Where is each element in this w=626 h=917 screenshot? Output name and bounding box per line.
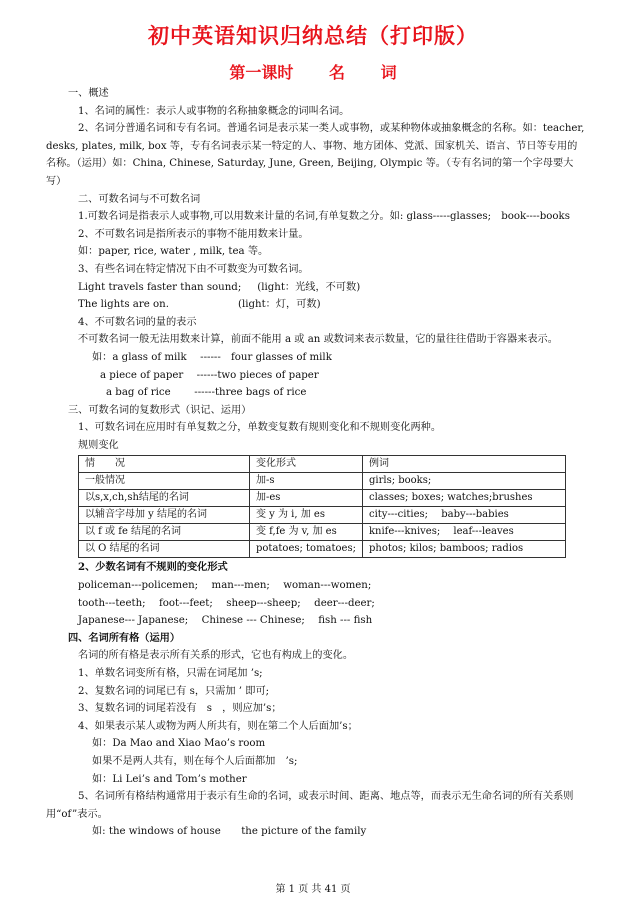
table-cell: 一般情况 — [79, 473, 250, 490]
table-cell: 以 O 结尾的名词 — [79, 541, 250, 558]
paragraph: 1.可数名词是指表示人或事物,可以用数来计量的名词,有单复数之分。如: glass-----glasses; book----books — [78, 211, 570, 223]
table-cell: city---cities; baby---babies — [362, 507, 565, 524]
example-line: policeman---policemen; man---men; woman---women; — [78, 580, 372, 592]
document-title: 初中英语知识归纳总结（打印版） — [148, 24, 478, 48]
example-line: 如：a glass of milk ------ four glasses of milk — [92, 351, 332, 363]
page-number-footer: 第 1 页 共 41 页 — [275, 884, 351, 895]
table-header: 情 况 — [79, 456, 250, 473]
table-cell: photos; kilos; bamboos; radios — [362, 541, 565, 558]
subheading-irregular: 2、少数名词有不规则的变化形式 — [78, 561, 228, 574]
example-line: 如：Da Mao and Xiao Mao’s room — [92, 738, 266, 750]
example-line: 如: the windows of house the picture of the family — [92, 826, 367, 838]
example-line: tooth---teeth; foot---feet; sheep---sheep; deer---deer; — [78, 597, 375, 609]
table-caption: 规则变化 — [78, 439, 119, 451]
paragraph: 5、名词所有格结构通常用于表示有生命的名词，或表示时间、距离、地点等，而表示无生命名词的所有关系则用“of”表示。 — [46, 791, 574, 820]
table-cell: 变 f,fe 为 v, 加 es — [250, 524, 363, 541]
rule-line: 3、复数名词的词尾若没有 s ，则应加’s； — [78, 703, 282, 715]
table-header: 例词 — [362, 456, 565, 473]
table-cell: 以s,x,ch,sh结尾的名词 — [79, 490, 250, 507]
paragraph: 2、不可数名词是指所表示的事物不能用数来计量。 — [78, 228, 309, 240]
table-header: 变化形式 — [250, 456, 363, 473]
rule-line: 1、单数名词变所有格，只需在词尾加 ’s; — [78, 668, 263, 680]
paragraph: 不可数名词一般无法用数来计算，前面不能用 a 或 an 或数词来表示数量，它的量往往借助于容器来表示。 — [78, 334, 558, 346]
table-header-row — [79, 456, 566, 473]
table-cell: 变 y 为 i, 加 es — [250, 507, 363, 524]
example-line: 如：Li Lei’s and Tom’s mother — [92, 773, 247, 785]
paragraph: 1、名词的属性：表示人或事物的名称抽象概念的词叫名词。 — [78, 105, 350, 117]
section-heading-countable: 二、可数名词与不可数名词 — [78, 193, 201, 205]
table-cell: potatoes; tomatoes; — [250, 541, 363, 558]
lesson-subtitle: 第一课时 名 词 — [229, 63, 397, 82]
table-cell: 加-s — [250, 473, 363, 490]
example-note: (light：灯，可数) — [238, 299, 321, 311]
plural-rules-table — [78, 455, 566, 558]
table-row — [79, 524, 566, 541]
example-sentence: The lights are on. — [78, 299, 169, 311]
table-row — [79, 541, 566, 558]
example-line: a piece of paper ------two pieces of paper — [100, 369, 319, 381]
table-cell: classes; boxes; watches;brushes — [362, 490, 565, 507]
table-cell: 以 f 或 fe 结尾的名词 — [79, 524, 250, 541]
paragraph: 4、不可数名词的量的表示 — [78, 316, 197, 328]
example-line: 如：paper, rice, water , milk, tea 等。 — [78, 246, 269, 258]
table-cell: 以辅音字母加 y 结尾的名词 — [79, 507, 250, 524]
section-heading-overview: 一、概述 — [68, 88, 109, 99]
section-heading-possessive: 四、名词所有格（运用） — [68, 631, 181, 644]
paragraph: 2、名词分普通名词和专有名词。普通名词是表示某一类人或事物，或某种物体或抽象概念的名称。如：teacher, desks, plates, milk, box 等，专有名词表示某一特定的人、事物、地方团体、党派、国家机关、语言、节日等专用的名称。（运用）如：China, Chinese, Saturday, June, Green, Beijing, Olympic 等。（专有名词的第一个字母要大写） — [46, 123, 585, 187]
paragraph: 1、可数名词在应用时有单复数之分，单数变复数有规则变化和不规则变化两种。 — [78, 422, 442, 434]
rule-line: 2、复数名词的词尾已有 s，只需加 ’ 即可; — [78, 685, 270, 697]
table-row — [79, 490, 566, 507]
example-sentence: Light travels faster than sound; — [78, 281, 242, 293]
example-note: (light：光线，不可数) — [257, 281, 361, 293]
table-cell: knife---knives; leaf---leaves — [362, 524, 565, 541]
paragraph: 名词的所有格是表示所有关系的形式，它也有构成上的变化。 — [78, 650, 354, 662]
example-line: Japanese--- Japanese; Chinese --- Chinese; fish --- fish — [78, 615, 373, 627]
rule-line: 4、如果表示某人或物为两人所共有，则在第二个人后面加’s； — [78, 720, 358, 732]
example-line — [46, 296, 586, 314]
document-body — [46, 85, 586, 841]
paragraph: 3、有些名词在特定情况下由不可数变为可数名词。 — [78, 263, 309, 275]
table-row — [79, 473, 566, 490]
table-cell: 加-es — [250, 490, 363, 507]
section-heading-plural: 三、可数名词的复数形式（识记、运用） — [68, 404, 252, 416]
table-row — [79, 507, 566, 524]
table-cell: girls; books; — [362, 473, 565, 490]
example-line — [46, 279, 586, 297]
example-line: a bag of rice ------three bags of rice — [106, 387, 307, 399]
example-line: 如果不是两人共有，则在每个人后面都加 ’s; — [92, 756, 298, 767]
